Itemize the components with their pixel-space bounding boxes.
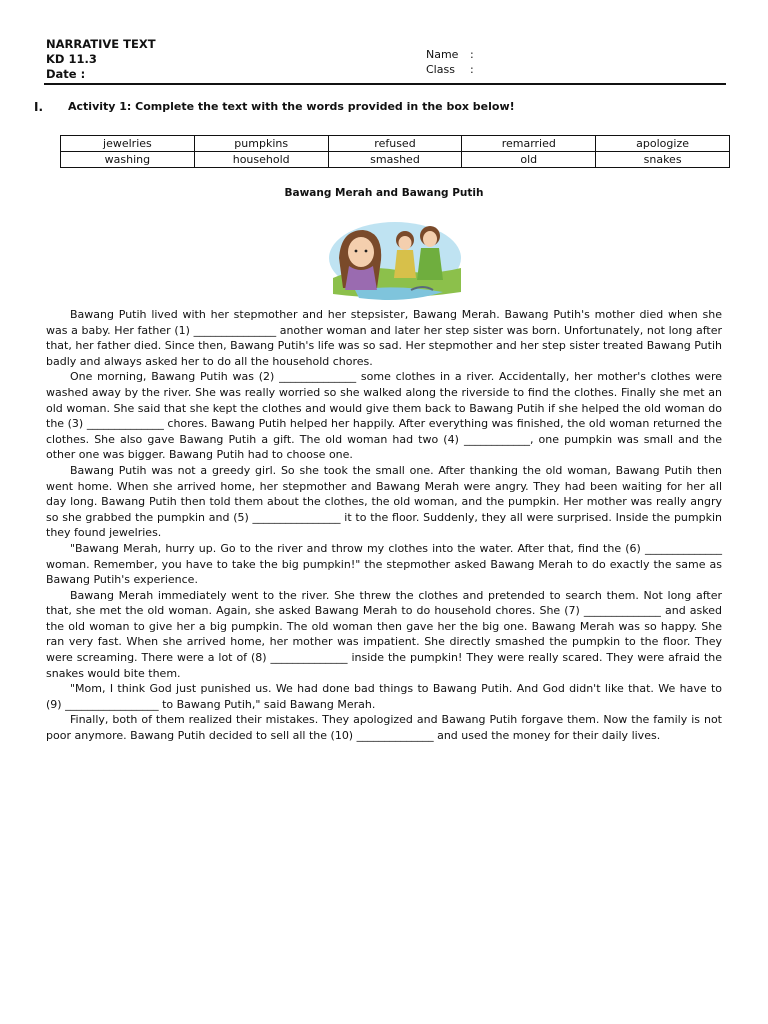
class-row xyxy=(426,62,474,77)
story-paragraph: Bawang Putih lived with her stepmother and her stepsister, Bawang Merah. Bawang Putih's mother died when she was a baby. Her father (1) _______________ another woman and later her step sister was born. Unfortunately, not long after that, her father died. Since then, Bawang Putih's life was so sad. Her stepmother and her step sister treated Bawang Putih badly and always asked her to do all the household chores. xyxy=(46,308,722,368)
story-title: Bawang Merah and Bawang Putih xyxy=(284,187,484,199)
girl-left-figure xyxy=(339,230,381,290)
word-cell: pumpkins xyxy=(194,136,328,152)
word-cell: jewelries xyxy=(61,136,195,152)
word-row xyxy=(61,152,730,168)
class-separator: : xyxy=(470,63,474,76)
kd-code: KD 11.3 xyxy=(46,52,97,66)
header-left xyxy=(46,37,156,82)
story-paragraph: One morning, Bawang Putih was (2) ______________ some clothes in a river. Accidentally, her mother's clothes were washed away by the river. She was really worried so she walked along the riverside to find the clothes. Finally she met an old woman. She said that she kept the clothes and would give them back to Bawang Putih if she helped the old woman do the (3) ______________ chores. Bawang Putih helped her happily. After everything was finished, the old woman returned the clothes. She also gave Bawang Putih a gift. The old woman had two (4) ____________, one pumpkin was small and the other one was bigger. Bawang Putih had to choose one. xyxy=(46,370,722,462)
name-label: Name xyxy=(426,48,459,61)
story-paragraph: "Mom, I think God just punished us. We had done bad things to Bawang Putih. And God didn't like that. We have to (9) _________________ to Bawang Putih," said Bawang Merah. xyxy=(46,682,722,711)
girl-right-figure xyxy=(417,226,443,280)
story-paragraph: Bawang Putih was not a greedy girl. So she took the small one. After thanking the old woman, Bawang Putih then went home. When she arrived home, her stepmother and Bawang Merah were angry. They had been waiting for her all day long. Bawang Putih then told them about the clothes, the old woman, and the pumpkin. Her mother was really angry so she grabbed the pumpkin and (5) ________________ it to the floor. Suddenly, they all were surprised. Inside the pumpkin they found jewelries. xyxy=(46,463,722,540)
word-cell: snakes xyxy=(596,152,730,168)
header-divider xyxy=(44,83,726,85)
word-cell: household xyxy=(194,152,328,168)
story-illustration xyxy=(325,218,465,306)
activity-instruction: Activity 1: Complete the text with the words provided in the box below! xyxy=(68,100,515,113)
girl-middle-figure xyxy=(394,231,416,278)
word-cell: remarried xyxy=(462,136,596,152)
name-separator: : xyxy=(470,48,474,61)
story-paragraph: Finally, both of them realized their mistakes. They apologized and Bawang Putih forgave them. Now the family is not poor anymore. Bawang Putih decided to sell all the (10) ______________ and used the money for their daily lives. xyxy=(46,713,722,743)
doc-title: NARRATIVE TEXT xyxy=(46,37,156,51)
word-box xyxy=(60,135,730,168)
date-label: Date : xyxy=(46,67,86,81)
word-row xyxy=(61,136,730,152)
class-label: Class xyxy=(426,63,455,76)
story-paragraph: Bawang Merah immediately went to the river. She threw the clothes and pretended to search them. Not long after that, she met the old woman. Again, she asked Bawang Merah to do household chores. She (7) ______________ and asked the old woman to give her a big pumpkin. The old woman then gave her the big one. Bawang Merah was so happy. She ran very fast. When she arrived home, her mother was impatient. She directly smashed the pumpkin to the floor. They were screaming. There were a lot of (8) ______________ inside the pumpkin! They were really scared. They were afraid the snakes would bite them. xyxy=(46,588,722,680)
word-cell: old xyxy=(462,152,596,168)
word-cell: smashed xyxy=(328,152,462,168)
story-paragraph: "Bawang Merah, hurry up. Go to the river and throw my clothes into the water. After that, find the (6) ______________ woman. Remember, you have to take the big pumpkin!" the stepmother asked Bawang Merah to do exactly the same as Bawang Putih's experience. xyxy=(46,541,722,587)
word-cell: apologize xyxy=(596,136,730,152)
activity-number: I. xyxy=(34,100,44,114)
word-cell: washing xyxy=(61,152,195,168)
story-text xyxy=(46,307,722,744)
word-cell: refused xyxy=(328,136,462,152)
name-row xyxy=(426,47,474,62)
header-right xyxy=(426,47,474,77)
activity-heading xyxy=(34,100,515,114)
